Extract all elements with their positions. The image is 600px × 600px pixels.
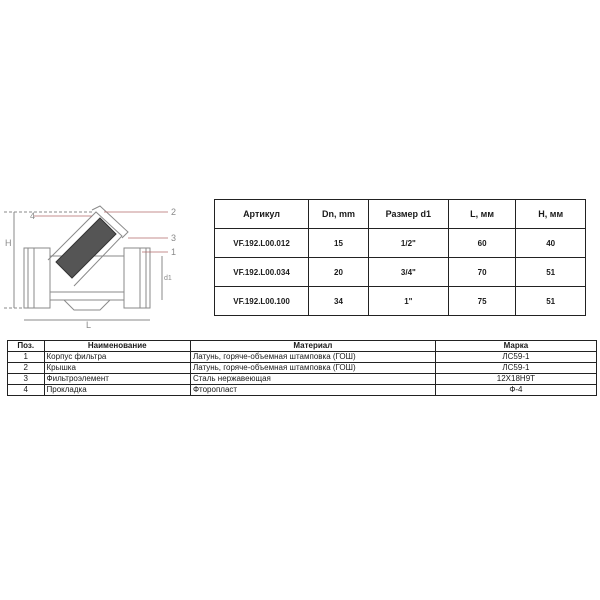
cell-l: 60 — [448, 229, 516, 258]
cell-position: 3 — [8, 374, 45, 385]
cell-article: VF.192.L00.012 — [215, 229, 309, 258]
cell-dn: 15 — [309, 229, 369, 258]
callout-2-label: 2 — [171, 207, 177, 217]
table-row — [8, 352, 597, 363]
callout-3-label: 3 — [171, 233, 177, 243]
cell-article: VF.192.L00.034 — [215, 258, 309, 287]
cell-grade: 12Х18Н9Т — [435, 374, 596, 385]
header-l: L, мм — [448, 200, 516, 229]
cell-dn: 20 — [309, 258, 369, 287]
cell-grade: ЛС59-1 — [435, 363, 596, 374]
cell-size: 3/4" — [368, 258, 448, 287]
header-dn: Dn, mm — [309, 200, 369, 229]
table-row — [8, 385, 597, 396]
table-row — [215, 258, 586, 287]
y-strainer-drawing — [4, 196, 210, 330]
cell-position: 2 — [8, 363, 45, 374]
cell-h: 40 — [516, 229, 586, 258]
dimensions-table — [214, 199, 586, 316]
table-row — [215, 229, 586, 258]
cell-l: 70 — [448, 258, 516, 287]
header-grade: Марка — [435, 341, 596, 352]
header-h: H, мм — [516, 200, 586, 229]
parts-header-row — [8, 341, 597, 352]
length-label: L — [86, 320, 92, 330]
callout-1-label: 1 — [171, 247, 177, 257]
cell-name: Фильтроэлемент — [44, 374, 190, 385]
height-label: H — [5, 238, 12, 248]
cell-material: Сталь нержавеющая — [190, 374, 435, 385]
cell-name: Корпус фильтра — [44, 352, 190, 363]
table-row — [215, 287, 586, 316]
header-material: Материал — [190, 341, 435, 352]
cell-h: 51 — [516, 287, 586, 316]
cell-material: Фторопласт — [190, 385, 435, 396]
diameter-label: d1 — [164, 275, 172, 282]
cell-name: Крышка — [44, 363, 190, 374]
cell-size: 1" — [368, 287, 448, 316]
cell-grade: ЛС59-1 — [435, 352, 596, 363]
cell-grade: Ф-4 — [435, 385, 596, 396]
header-article: Артикул — [215, 200, 309, 229]
table-row — [8, 363, 597, 374]
cell-l: 75 — [448, 287, 516, 316]
parts-table — [7, 340, 597, 396]
cell-position: 1 — [8, 352, 45, 363]
cell-h: 51 — [516, 258, 586, 287]
table-row — [8, 374, 597, 385]
header-position: Поз. — [8, 341, 45, 352]
header-size-d1: Размер d1 — [368, 200, 448, 229]
cell-name: Прокладка — [44, 385, 190, 396]
cell-article: VF.192.L00.100 — [215, 287, 309, 316]
header-name: Наименование — [44, 341, 190, 352]
dimensions-header-row — [215, 200, 586, 229]
cell-size: 1/2" — [368, 229, 448, 258]
cell-position: 4 — [8, 385, 45, 396]
cell-dn: 34 — [309, 287, 369, 316]
cell-material: Латунь, горяче-объемная штамповка (ГОШ) — [190, 352, 435, 363]
callout-4-label: 4 — [30, 211, 36, 221]
cell-material: Латунь, горяче-объемная штамповка (ГОШ) — [190, 363, 435, 374]
